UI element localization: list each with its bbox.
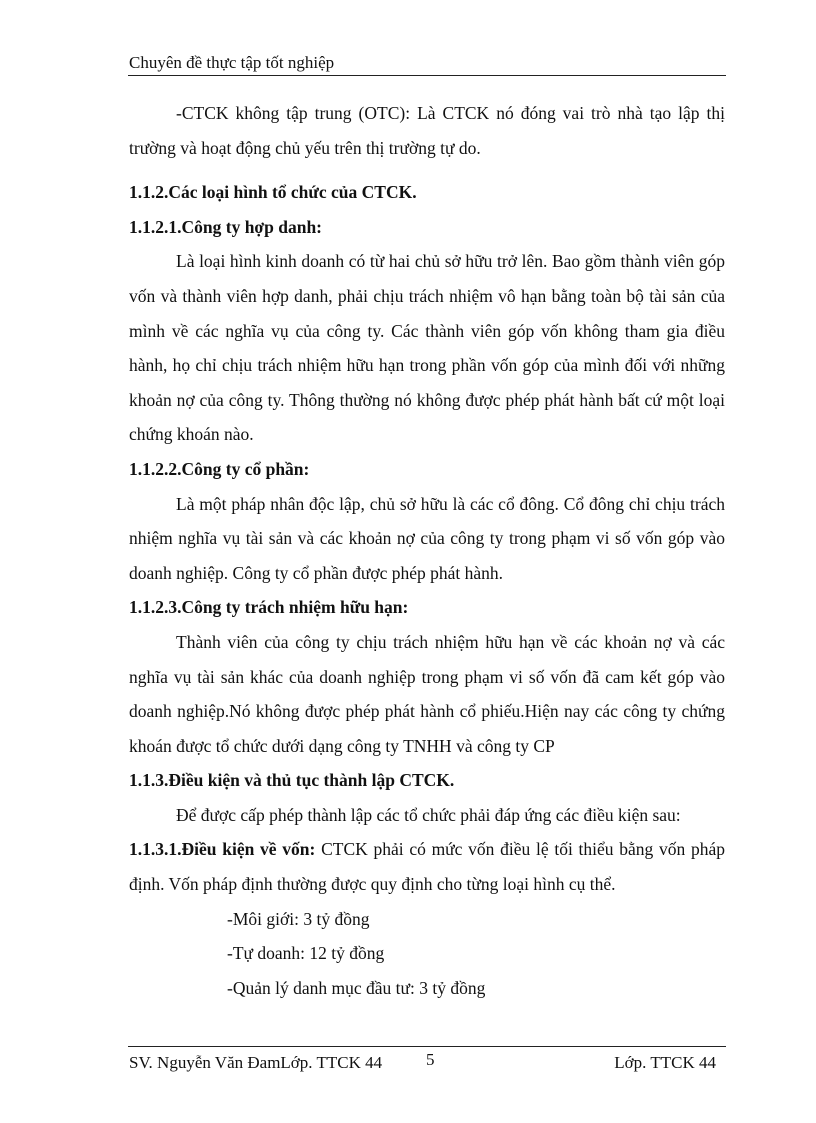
header-title: Chuyên đề thực tập tốt nghiệp (129, 53, 335, 72)
paragraph-von (129, 832, 725, 901)
list-item-moi-gioi: -Môi giới: 3 tỷ đồng (227, 908, 370, 929)
heading-1-1-2-3: 1.1.2.3.Công ty trách nhiệm hữu hạn: (129, 597, 409, 618)
paragraph-von-text: CTCK phải có mức vốn điều lệ tối thiểu bằng vốn pháp định. Vốn pháp định thường được quy định cho từng loại hình cụ thể. (129, 839, 725, 895)
heading-1-1-2: 1.1.2.Các loại hình tổ chức của CTCK. (129, 182, 417, 203)
footer-class: Lớp. TTCK 44 (614, 1053, 716, 1072)
heading-1-1-3-1: 1.1.3.1.Điều kiện về vốn: (129, 839, 316, 860)
list-item-tu-doanh: -Tự doanh: 12 tỷ đồng (227, 943, 385, 964)
heading-1-1-2-1: 1.1.2.1.Công ty hợp danh: (129, 216, 323, 237)
spacer (129, 165, 725, 175)
paragraph-dieu-kien: Để được cấp phép thành lập các tổ chức phải đáp ứng các điều kiện sau: (176, 804, 681, 825)
heading-1-1-3: 1.1.3.Điều kiện và thủ tục thành lập CTCK. (129, 770, 455, 791)
list-item-quan-ly: -Quản lý danh mục đầu tư: 3 tỷ đồng (227, 977, 486, 998)
footer-author: SV. Nguyễn Văn ĐamLớp. TTCK 44 (129, 1053, 383, 1072)
paragraph-hop-danh: Là loại hình kinh doanh có từ hai chủ sở hữu trở lên. Bao gồm thành viên góp vốn và thành viên hợp danh, phải chịu trách nhiệm vô hạn bằng toàn bộ tài sản của mình về các nghĩa vụ của công ty. Các thành viên góp vốn không tham gia điều hành, họ chỉ chịu trách nhiệm hữu hạn trong phần vốn góp của mình đối với những khoản nợ của công ty. Thông thường nó không được phép phát hành bất cứ một loại chứng khoán nào. (129, 251, 725, 445)
header-divider (128, 75, 726, 76)
paragraph-otc: -CTCK không tập trung (OTC): Là CTCK nó đóng vai trò nhà tạo lập thị trường và hoạt động chủ yếu trên thị trường tự do. (129, 103, 725, 158)
page-number: 5 (426, 1050, 435, 1069)
document-body (129, 96, 725, 1005)
footer-divider (128, 1046, 726, 1047)
heading-1-1-2-2: 1.1.2.2.Công ty cổ phần: (129, 458, 310, 479)
paragraph-co-phan: Là một pháp nhân độc lập, chủ sở hữu là các cổ đông. Cổ đông chỉ chịu trách nhiệm nghĩa vụ tài sản và các khoản nợ của công ty trong phạm vi số vốn góp vào doanh nghiệp. Công ty cổ phần được phép phát hành. (129, 493, 725, 583)
paragraph-tnhh: Thành viên của công ty chịu trách nhiệm hữu hạn về các khoản nợ và các nghĩa vụ tài sản khác của doanh nghiệp trong phạm vi số vốn đã cam kết góp vào doanh nghiệp.Nó không được phép phát hành cổ phiếu.Hiện nay các công ty chứng khoán được tổ chức dưới dạng công ty TNHH và công ty CP (129, 631, 725, 756)
